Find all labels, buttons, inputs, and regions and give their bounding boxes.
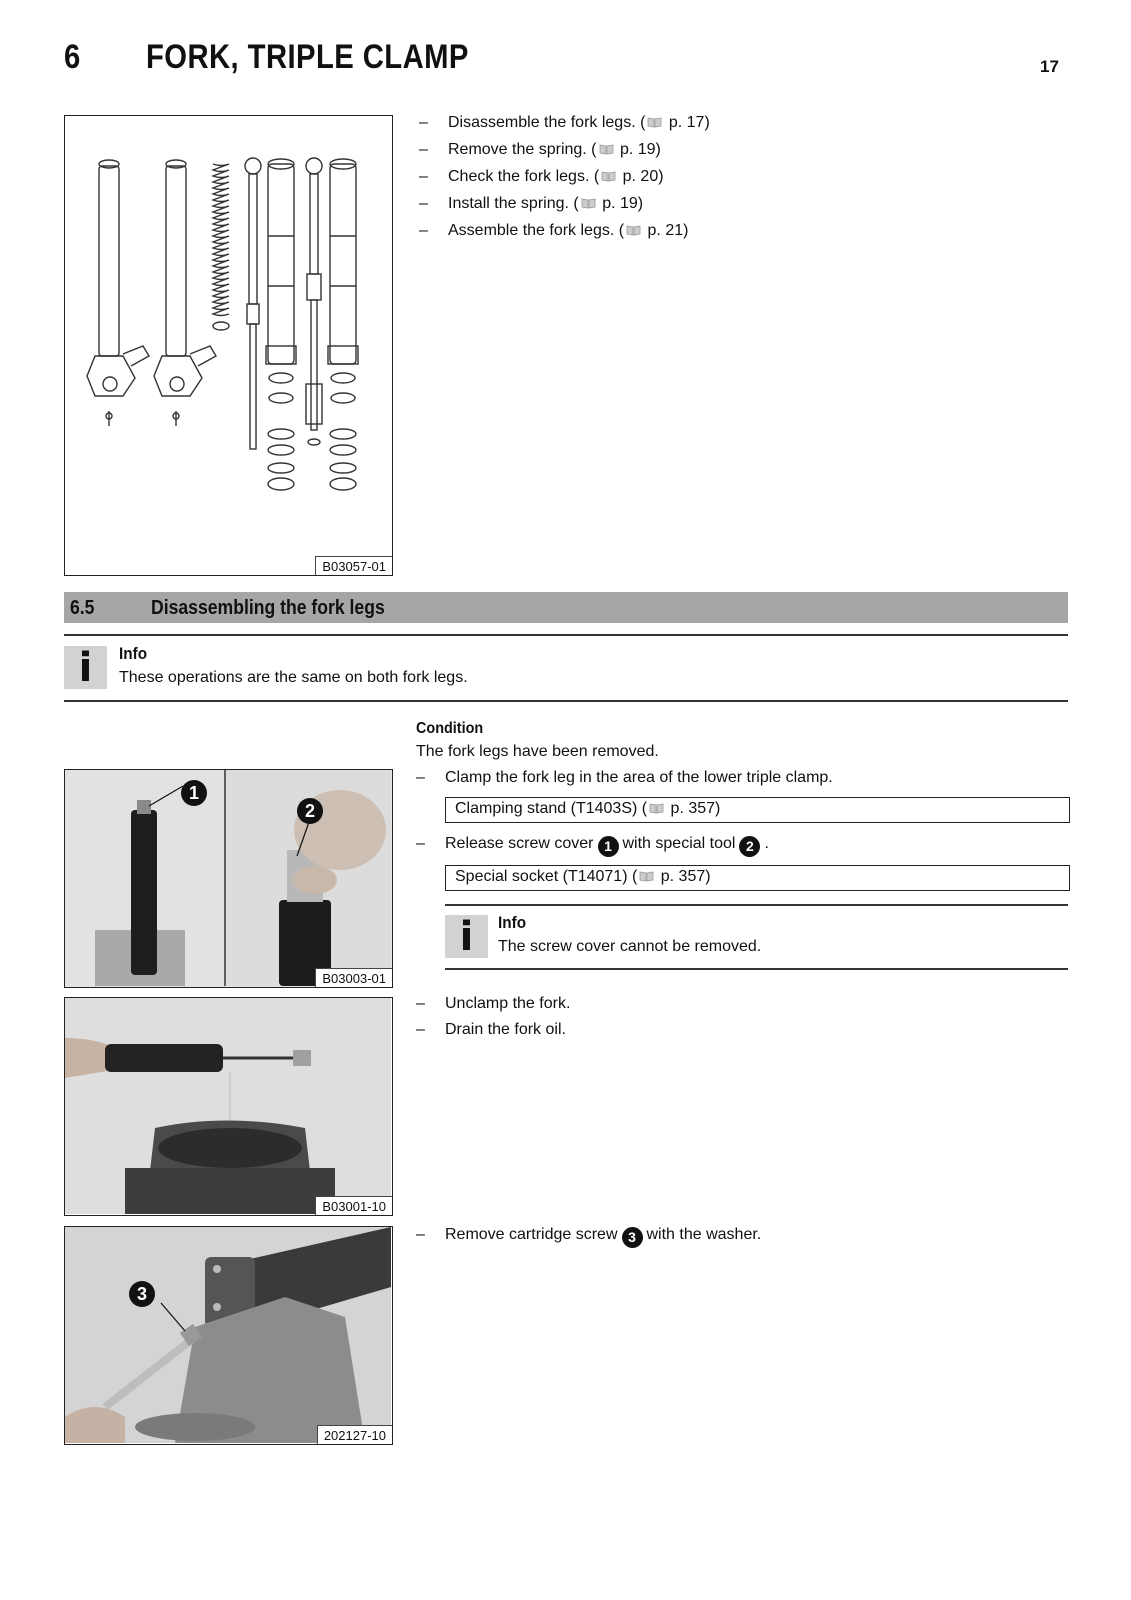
page-reference-link[interactable]: p. 21) bbox=[647, 222, 689, 239]
figure-code: 202127-10 bbox=[317, 1425, 392, 1444]
divider bbox=[445, 904, 1068, 906]
page-reference-link[interactable]: p. 357) bbox=[670, 800, 721, 817]
chapter-number: 6 bbox=[64, 38, 81, 76]
tool-text: Special socket (T14071) ( bbox=[455, 868, 638, 885]
fork-parts-illustration bbox=[65, 116, 391, 574]
book-reference-icon bbox=[599, 144, 614, 155]
step-dash: – bbox=[419, 141, 428, 158]
info-text: The screw cover cannot be removed. bbox=[498, 938, 762, 955]
drain-oil-figure bbox=[64, 997, 393, 1216]
step-text: Unclamp the fork. bbox=[445, 995, 571, 1012]
book-reference-icon bbox=[626, 225, 641, 236]
callout-badge: 1 bbox=[598, 836, 619, 857]
step-text: Check the fork legs. ( bbox=[448, 168, 600, 185]
step-remove-cartridge-screw bbox=[416, 1225, 761, 1248]
section-number: 6.5 bbox=[70, 597, 95, 619]
step-dash: – bbox=[419, 222, 428, 239]
divider bbox=[445, 968, 1068, 970]
screw-cover-photo bbox=[65, 770, 391, 986]
figure-code: B03001-10 bbox=[315, 1196, 392, 1215]
condition-title: Condition bbox=[416, 720, 484, 737]
screw-cover-figure bbox=[64, 769, 393, 988]
drain-oil-photo bbox=[65, 998, 391, 1214]
step-dash: – bbox=[416, 835, 425, 852]
step-dash: – bbox=[419, 114, 428, 131]
tool-box-clamping-stand bbox=[445, 797, 1070, 823]
figure-code: B03057-01 bbox=[315, 556, 392, 575]
step-text: . bbox=[764, 835, 769, 852]
book-reference-icon bbox=[639, 871, 654, 882]
callout-badge-figure: 2 bbox=[297, 798, 323, 824]
step-clamp bbox=[416, 768, 833, 788]
info-text: These operations are the same on both fork legs. bbox=[119, 669, 468, 686]
info-icon: i bbox=[78, 645, 93, 691]
step-text: Remove the spring. ( bbox=[448, 141, 597, 158]
step-text: Install the spring. ( bbox=[448, 195, 579, 212]
condition-text: The fork legs have been removed. bbox=[416, 743, 659, 760]
book-reference-icon bbox=[581, 198, 596, 209]
step-text: Release screw cover bbox=[445, 835, 594, 852]
step-dash: – bbox=[419, 195, 428, 212]
list-item bbox=[419, 113, 710, 140]
divider bbox=[64, 634, 1068, 636]
fork-parts-figure bbox=[64, 115, 393, 576]
info-icon: i bbox=[459, 914, 474, 960]
info-icon-box bbox=[445, 915, 488, 958]
step-text: Remove cartridge screw bbox=[445, 1226, 618, 1243]
list-item bbox=[419, 167, 710, 194]
info-icon-box bbox=[64, 646, 107, 689]
list-item bbox=[419, 194, 710, 221]
step-dash: – bbox=[416, 769, 425, 786]
page-reference-link[interactable]: p. 19) bbox=[602, 195, 644, 212]
info-title: Info bbox=[119, 644, 148, 663]
top-step-list bbox=[419, 113, 710, 248]
step-dash: – bbox=[416, 995, 425, 1012]
step-dash: – bbox=[416, 1021, 425, 1038]
callout-badge-figure: 1 bbox=[181, 780, 207, 806]
step-text: with special tool bbox=[622, 835, 736, 852]
book-reference-icon bbox=[647, 117, 662, 128]
page-reference-link[interactable]: p. 357) bbox=[660, 868, 711, 885]
page-number: 17 bbox=[1040, 57, 1059, 76]
book-reference-icon bbox=[601, 171, 616, 182]
step-unclamp bbox=[416, 994, 570, 1014]
cartridge-screw-figure bbox=[64, 1226, 393, 1445]
callout-badge-figure: 3 bbox=[129, 1281, 155, 1307]
callout-badge: 2 bbox=[739, 836, 760, 857]
figure-code: B03003-01 bbox=[315, 968, 392, 987]
callout-badge: 3 bbox=[622, 1227, 643, 1248]
step-dash: – bbox=[419, 168, 428, 185]
section-title: Disassembling the fork legs bbox=[151, 597, 385, 619]
book-reference-icon bbox=[649, 803, 664, 814]
page-reference-link[interactable]: p. 19) bbox=[619, 141, 661, 158]
step-text: Disassemble the fork legs. ( bbox=[448, 114, 646, 131]
step-text: Assemble the fork legs. ( bbox=[448, 222, 625, 239]
step-text: Clamp the fork leg in the area of the lower triple clamp. bbox=[445, 769, 833, 786]
chapter-title: FORK, TRIPLE CLAMP bbox=[146, 38, 469, 76]
list-item bbox=[419, 140, 710, 167]
step-text: with the washer. bbox=[646, 1226, 762, 1243]
step-text: Drain the fork oil. bbox=[445, 1021, 566, 1038]
step-drain-oil bbox=[416, 1020, 566, 1040]
cartridge-screw-photo bbox=[65, 1227, 391, 1443]
divider bbox=[64, 700, 1068, 702]
list-item bbox=[419, 221, 710, 248]
page-reference-link[interactable]: p. 17) bbox=[668, 114, 710, 131]
info-title: Info bbox=[498, 913, 527, 932]
page-reference-link[interactable]: p. 20) bbox=[622, 168, 664, 185]
tool-box-special-socket bbox=[445, 865, 1070, 891]
step-dash: – bbox=[416, 1226, 425, 1243]
tool-text: Clamping stand (T1403S) ( bbox=[455, 800, 648, 817]
step-release-screw-cover bbox=[416, 834, 769, 857]
